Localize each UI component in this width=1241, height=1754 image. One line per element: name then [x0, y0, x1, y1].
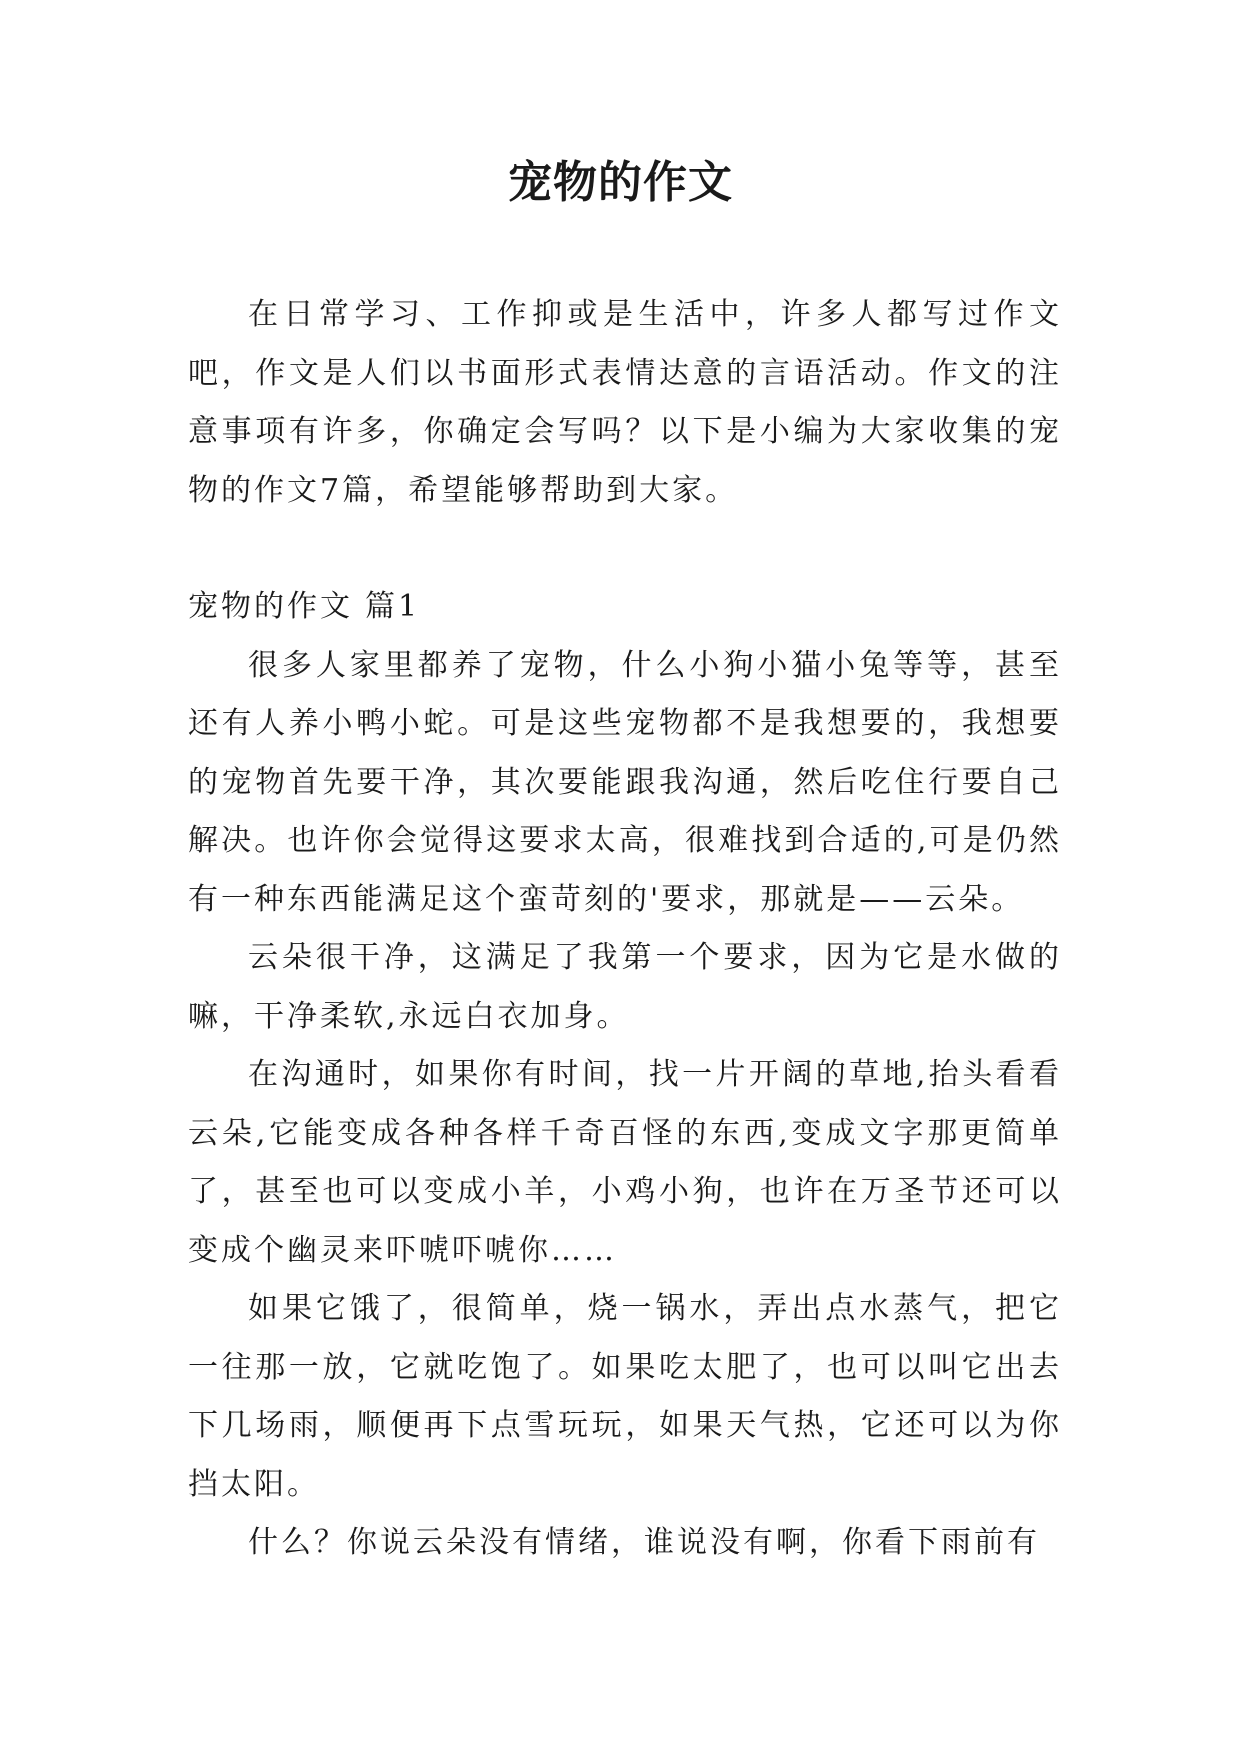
document-title: 宠物的作文: [508, 157, 733, 208]
section-heading-number: 篇1: [365, 589, 421, 624]
body-paragraph: 云朵很干净，这满足了我第一个要求，因为它是水做的嘛，干净柔软,永远白衣加身。: [188, 940, 1062, 1034]
body-paragraph: 很多人家里都养了宠物，什么小狗小猫小兔等等，甚至还有人养小鸭小蛇。可是这些宠物都不是我想要的，我想要的宠物首先要干净，其次要能跟我沟通，然后吃住行要自己解决。也许你会觉得这要求太高，很难找到合适的,可是仍然有一种东西能满足这个蛮苛刻的'要求，那就是——云朵。: [188, 647, 1062, 917]
intro-paragraph: 在日常学习、工作抑或是生活中，许多人都写过作文吧，作文是人们以书面形式表情达意的言语活动。作文的注意事项有许多，你确定会写吗？以下是小编为大家收集的宠物的作文7篇，希望能够帮助到大家。: [188, 297, 1062, 508]
body-paragraph: 什么？你说云朵没有情绪，谁说没有啊，你看下雨前有: [248, 1525, 1040, 1560]
body-paragraph: 如果它饿了，很简单，烧一锅水，弄出点水蒸气，把它一往那一放，它就吃饱了。如果吃太肥了，也可以叫它出去下几场雨，顺便再下点雪玩玩，如果天气热，它还可以为你挡太阳。: [188, 1291, 1062, 1502]
section-heading: [188, 578, 1062, 637]
section-heading-label: 宠物的作文: [188, 589, 353, 624]
document-body: [188, 286, 1062, 1573]
body-paragraph: 在沟通时，如果你有时间，找一片开阔的草地,抬头看看云朵,它能变成各种各样千奇百怪的东西,变成文字那更简单了，甚至也可以变成小羊，小鸡小狗，也许在万圣节还可以变成个幽灵来吓唬吓唬你……: [188, 1057, 1062, 1268]
